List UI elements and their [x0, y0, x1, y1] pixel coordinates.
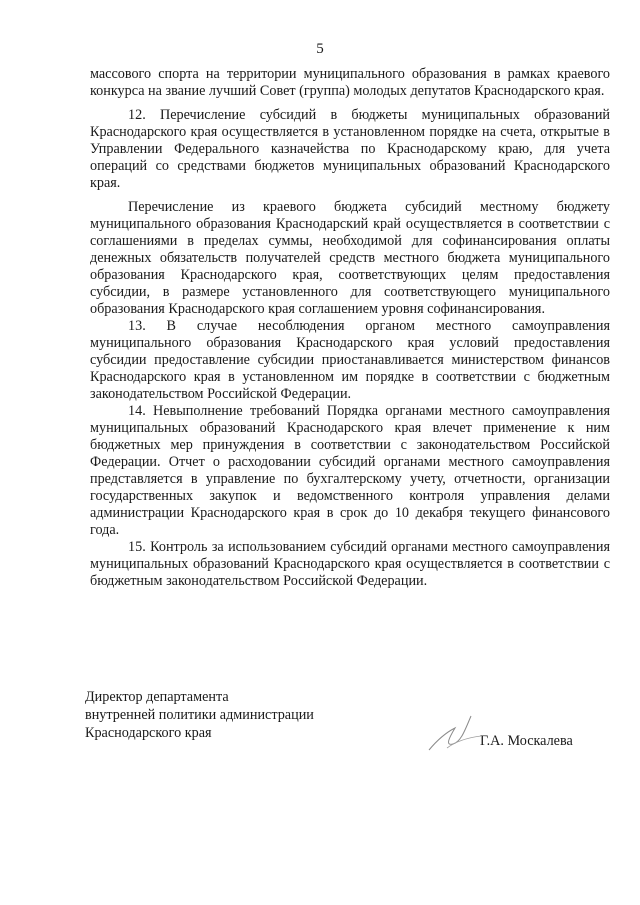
signatory-title-line-3: Краснодарского края — [85, 725, 212, 741]
paragraph-continuation: массового спорта на территории муниципального образования в рамках краевого конкурса на звание лучший Совет (группа) молодых депутатов Краснодарского края. — [90, 66, 610, 99]
signatory-title-line-2: внутренней политики администрации — [85, 707, 314, 723]
handwritten-signature — [425, 708, 485, 758]
paragraph-12: 12. Перечисление субсидий в бюджеты муниципальных образований Краснодарского края осуществляется в установленном порядке на счета, открытые в Управлении Федерального казначейства по Краснодарскому краю, для учета операций со средствами бюджетов муниципальных образований Краснодарского края. — [90, 107, 610, 191]
paragraph-14: 14. Невыполнение требований Порядка органами местного самоуправления муниципальных образований Краснодарского края влечет применение к ним бюджетных мер принуждения в соответствии с законодательством Российской Федерации. Отчет о расходовании субсидий органами местного самоуправления представляется в управление по бухгалтерскому учету, отчетности, организации государственных закупок и ведомственного контроля управления делами администрации Краснодарского края в срок до 10 декабря текущего финансового года. — [90, 403, 610, 538]
paragraph-13: 13. В случае несоблюдения органом местного самоуправления муниципального образования Краснодарского края условий предоставления субсидии предоставление субсидии приостанавливается министерством финансов Краснодарского края в установленном им порядке в соответствии с бюджетным законодательством Российской Федерации. — [90, 318, 610, 402]
signatory-name: Г.А. Москалева — [480, 733, 573, 749]
document-body — [90, 66, 610, 590]
signatory-title-line-1: Директор департамента — [85, 689, 229, 705]
page-number: 5 — [316, 41, 324, 57]
signature-block — [85, 688, 615, 749]
paragraph-15: 15. Контроль за использованием субсидий органами местного самоуправления муниципальных образований Краснодарского края осуществляется в соответствии с бюджетным законодательством Российской Федерации. — [90, 539, 610, 589]
paragraph-12-transfer: Перечисление из краевого бюджета субсидий местному бюджету муниципального образования Краснодарский край осуществляется в соответствии с соглашениями в пределах суммы, необходимой для софинансирования оплаты денежных обязательств получателей средств местного бюджета муниципального образования Краснодарского края, соответствующих целям предоставления субсидии, в размере установленного для соответствующего муниципального образования Краснодарского края соглашением уровня софинансирования. — [90, 199, 610, 317]
